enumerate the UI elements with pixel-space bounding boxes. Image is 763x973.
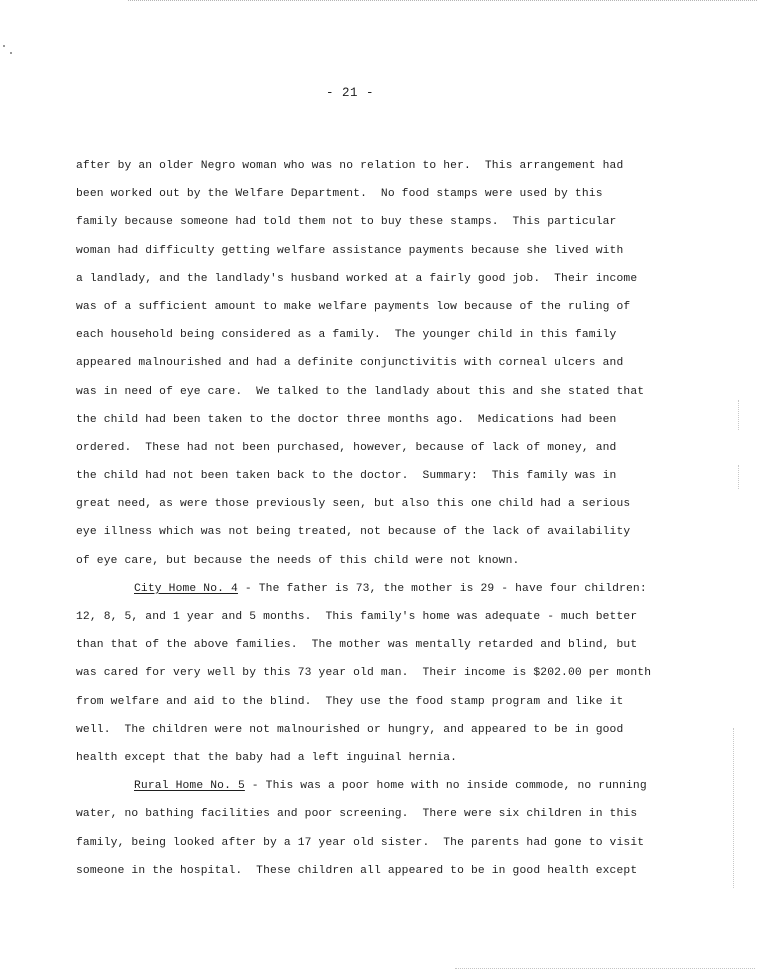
section-heading: City Home No. 4 xyxy=(134,582,238,595)
text-line: eye illness which was not being treated, not because of the lack of availability xyxy=(76,526,631,539)
text-line: was cared for very well by this 73 year old man. Their income is $202.00 per month xyxy=(76,667,652,680)
text-line-rest: - This was a poor home with no inside commode, no running xyxy=(244,780,647,793)
text-line: after by an older Negro woman who was no relation to her. This arrangement had xyxy=(76,160,624,172)
text-line: was in need of eye care. We talked to the landlady about this and she stated that xyxy=(76,385,645,398)
right-margin-mark xyxy=(738,400,739,430)
paragraph-first-line xyxy=(76,776,686,804)
text-line: someone in the hospital. These children all appeared to be in good health except xyxy=(76,864,638,877)
page-number: - 21 - xyxy=(325,86,374,100)
text-line: the child had not been taken back to the doctor. Summary: This family was in xyxy=(76,470,617,483)
scan-speck xyxy=(3,45,5,47)
text-line: health except that the baby had a left inguinal hernia. xyxy=(76,751,458,764)
text-line: well. The children were not malnourished or hungry, and appeared to be in good xyxy=(76,723,624,736)
text-line: water, no bathing facilities and poor screening. There were six children in this xyxy=(76,808,638,821)
bottom-scan-edge xyxy=(455,968,755,969)
section-heading: Rural Home No. 5 xyxy=(134,780,245,793)
text-line: family, being looked after by a 17 year old sister. The parents had gone to visit xyxy=(76,836,645,849)
text-line: family because someone had told them not to buy these stamps. This particular xyxy=(76,216,617,229)
text-line: woman had difficulty getting welfare assistance payments because she lived with xyxy=(76,244,624,257)
text-line: ordered. These had not been purchased, however, because of lack of money, and xyxy=(76,441,617,454)
text-line: been worked out by the Welfare Department. No food stamps were used by this xyxy=(76,188,603,201)
text-line: of eye care, but because the needs of this child were not known. xyxy=(76,554,520,567)
text-line: 12, 8, 5, and 1 year and 5 months. This family's home was adequate - much better xyxy=(76,611,638,623)
right-margin-mark xyxy=(733,728,734,888)
text-line: great need, as were those previously seen, but also this one child had a serious xyxy=(76,498,631,511)
scan-speck xyxy=(10,52,12,54)
text-line: a landlady, and the landlady's husband worked at a fairly good job. Their income xyxy=(76,272,638,285)
right-margin-mark xyxy=(738,465,739,489)
paragraph-first-line xyxy=(76,579,686,607)
text-line: was of a sufficient amount to make welfare payments low because of the ruling of xyxy=(76,300,631,313)
body-text xyxy=(76,156,686,889)
text-line: than that of the above families. The mother was mentally retarded and blind, but xyxy=(76,639,638,652)
text-line-rest: - The father is 73, the mother is 29 - have four children: xyxy=(237,582,647,595)
text-line: appeared malnourished and had a definite conjunctivitis with corneal ulcers and xyxy=(76,357,624,370)
top-scan-edge xyxy=(128,0,757,1)
text-line: each household being considered as a family. The younger child in this family xyxy=(76,329,617,342)
text-line: the child had been taken to the doctor three months ago. Medications had been xyxy=(76,413,617,426)
text-line: from welfare and aid to the blind. They use the food stamp program and like it xyxy=(76,695,624,708)
